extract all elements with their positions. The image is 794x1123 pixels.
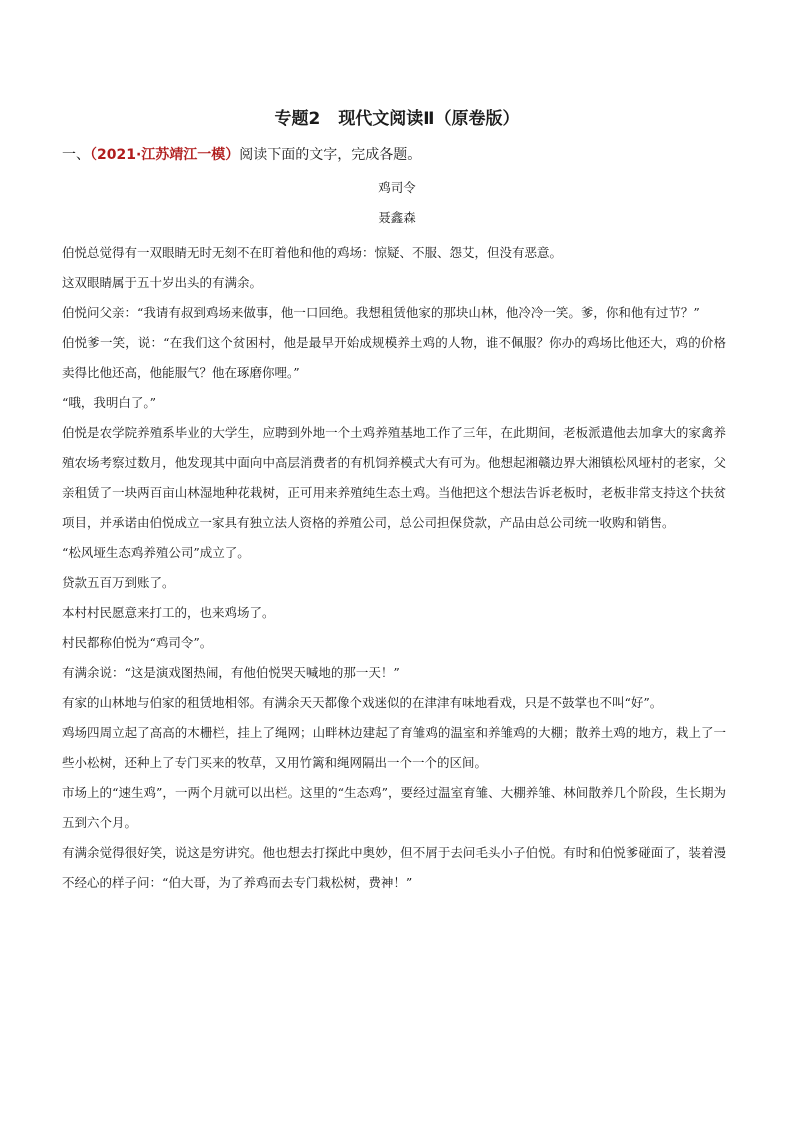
paragraph: 鸡场四周立起了高高的木栅栏，挂上了绳网；山畔林边建起了育雏鸡的温室和养雏鸡的大棚；散养土鸡的地方，栽上了一些小松树，还种上了专门买来的牧草，又用竹篱和绳网隔出一个一个的区间。 xyxy=(62,725,726,770)
paragraph: “哦，我明白了。” xyxy=(62,395,157,410)
paragraph: 有满余说：“这是演戏图热闹，有他伯悦哭天喊地的那一天！” xyxy=(62,665,400,680)
page-title xyxy=(0,104,794,129)
question-instruction: 阅读下面的文字，完成各题。 xyxy=(239,147,422,163)
story-author: 聂鑫森 xyxy=(378,210,416,225)
question-header xyxy=(62,144,421,164)
story-title: 鸡司令 xyxy=(378,180,416,195)
paragraph: 有满余觉得很好笑，说这是穷讲究。他也想去打探此中奥妙，但不屑于去问毛头小子伯悦。有时和伯悦爹碰面了，装着漫不经心的样子问：“伯大哥，为了养鸡而去专门栽松树，费神！” xyxy=(62,845,726,890)
paragraph: 这双眼睛属于五十岁出头的有满余。 xyxy=(62,275,263,290)
story-body xyxy=(62,238,726,898)
paragraph: 伯悦是农学院养殖系毕业的大学生，应聘到外地一个土鸡养殖基地工作了三年，在此期间，老板派遣他去加拿大的家禽养殖农场考察过数月，他发现其中面向中高层消费者的有机饲养模式大有可为。他想起湘赣边界大湘镇松风垭村的老家，父亲租赁了一块两百亩山林湿地种花栽树，正可用来养殖纯生态土鸡。当他把这个想法告诉老板时，老板非常支持这个扶贫项目，并承诺由伯悦成立一家具有独立法人资格的养殖公司，总公司担保贷款，产品由总公司统一收购和销售。 xyxy=(62,425,726,530)
title-sub: 现代文阅读Ⅱ（原卷版） xyxy=(338,109,520,129)
question-number: 一、 xyxy=(62,147,90,163)
paragraph: 本村村民愿意来打工的，也来鸡场了。 xyxy=(62,605,275,620)
paragraph: 伯悦问父亲：“我请有叔到鸡场来做事，他一口回绝。我想租赁他家的那块山林，他冷冷一笑。爹，你和他有过节？” xyxy=(62,305,700,320)
paragraph: 伯悦总觉得有一双眼睛无时无刻不在盯着他和他的鸡场：惊疑、不服、怨艾，但没有恶意。 xyxy=(62,245,563,260)
paragraph: 伯悦爹一笑，说：“在我们这个贫困村，他是最早开始成规模养土鸡的人物，谁不佩服？你办的鸡场比他还大，鸡的价格卖得比他还高，他能服气？他在琢磨你哩。” xyxy=(62,335,726,380)
question-source: （2021·江苏靖江一模） xyxy=(90,147,240,163)
title-main: 专题2 xyxy=(274,109,321,129)
paragraph: 市场上的“速生鸡”，一两个月就可以出栏。这里的“生态鸡”，要经过温室育雏、大棚养雏、林间散养几个阶段，生长期为五到六个月。 xyxy=(62,785,726,830)
paragraph: 村民都称伯悦为“鸡司令”。 xyxy=(62,635,213,650)
paragraph: 贷款五百万到账了。 xyxy=(62,575,175,590)
paragraph: 有家的山林地与伯家的租赁地相邻。有满余天天都像个戏迷似的在津津有味地看戏，只是不鼓掌也不叫“好”。 xyxy=(62,695,663,710)
paragraph: “松风垭生态鸡养殖公司”成立了。 xyxy=(62,545,250,560)
